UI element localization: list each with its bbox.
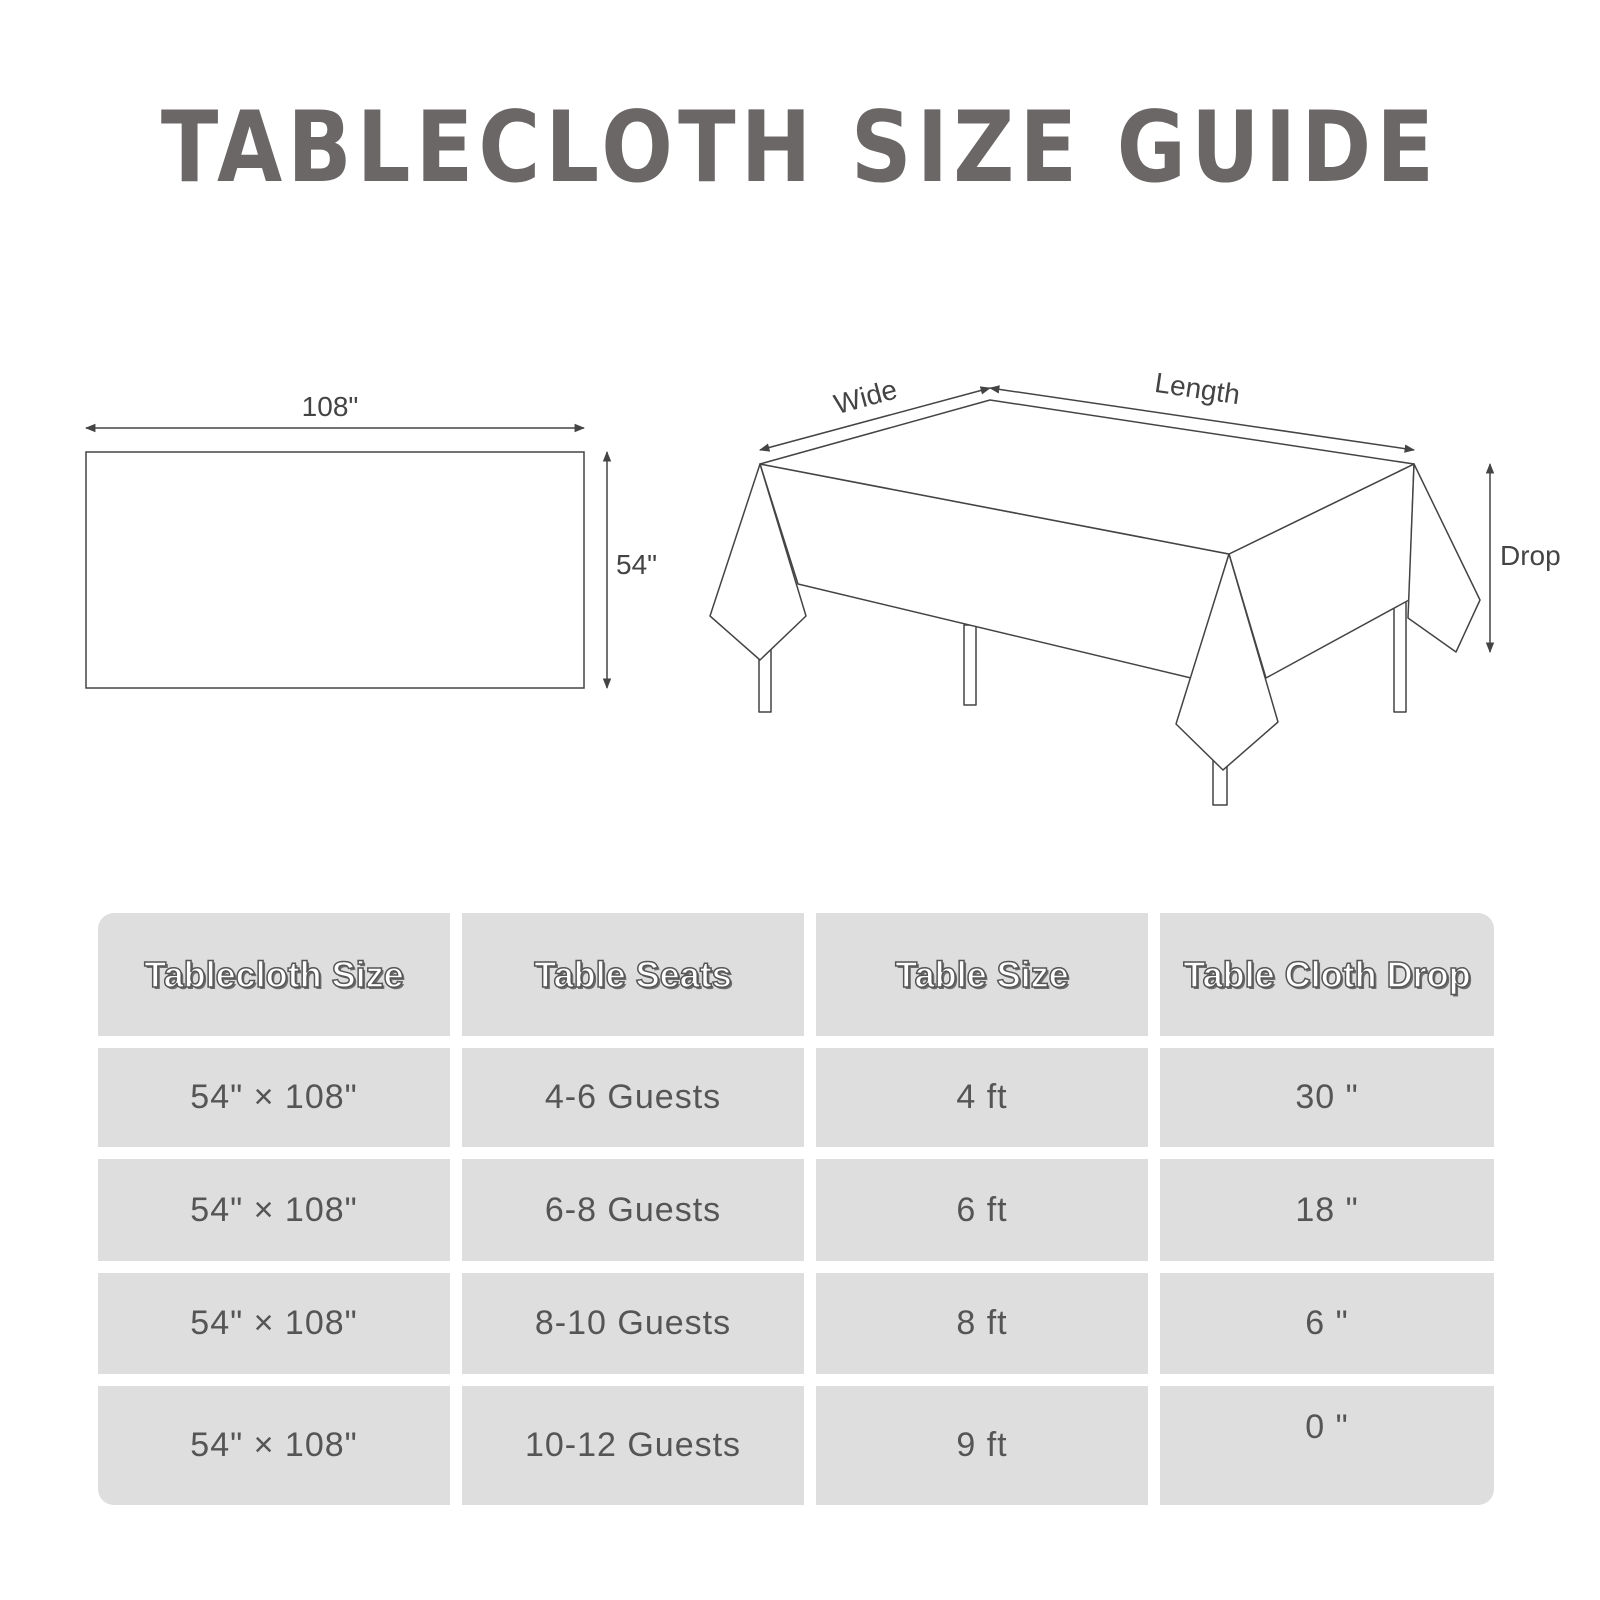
drop-label: Drop bbox=[1500, 540, 1561, 571]
page-title: TABLECLOTH SIZE GUIDE bbox=[160, 91, 1440, 205]
size-table bbox=[98, 913, 1494, 1505]
table-leg bbox=[1394, 600, 1406, 712]
table-diagram bbox=[710, 400, 1480, 805]
header-cell: Tablecloth Size bbox=[98, 913, 450, 1036]
cloth-corner-right bbox=[1408, 464, 1480, 652]
table-cell: 4 ft bbox=[816, 1048, 1148, 1147]
table-cell: 30 " bbox=[1160, 1048, 1494, 1147]
wide-label: Wide bbox=[830, 373, 901, 421]
table-cell: 54" × 108" bbox=[98, 1386, 450, 1505]
flat-length-label: 108" bbox=[301, 391, 359, 422]
table-cell: 0 " bbox=[1160, 1386, 1494, 1505]
flat-width-label: 54" bbox=[616, 549, 658, 580]
table-cell: 6 ft bbox=[816, 1159, 1148, 1261]
table-cell: 4-6 Guests bbox=[462, 1048, 804, 1147]
table-cell: 54" × 108" bbox=[98, 1159, 450, 1261]
table-cell: 8-10 Guests bbox=[462, 1273, 804, 1374]
table-cell: 18 " bbox=[1160, 1159, 1494, 1261]
table-leg bbox=[964, 625, 976, 705]
header-cell: Table Cloth Drop bbox=[1160, 913, 1494, 1036]
table-cell: 54" × 108" bbox=[98, 1273, 450, 1374]
table-cell: 10-12 Guests bbox=[462, 1386, 804, 1505]
flat-tablecloth-rect bbox=[86, 452, 584, 688]
header-cell: Table Seats bbox=[462, 913, 804, 1036]
table-cell: 9 ft bbox=[816, 1386, 1148, 1505]
table-cell: 6 " bbox=[1160, 1273, 1494, 1374]
header-cell: Table Size bbox=[816, 913, 1148, 1036]
table-cell: 8 ft bbox=[816, 1273, 1148, 1374]
length-label: Length bbox=[1152, 366, 1243, 411]
flat-tablecloth-diagram bbox=[86, 391, 657, 688]
table-cell: 54" × 108" bbox=[98, 1048, 450, 1147]
table-cell: 6-8 Guests bbox=[462, 1159, 804, 1261]
